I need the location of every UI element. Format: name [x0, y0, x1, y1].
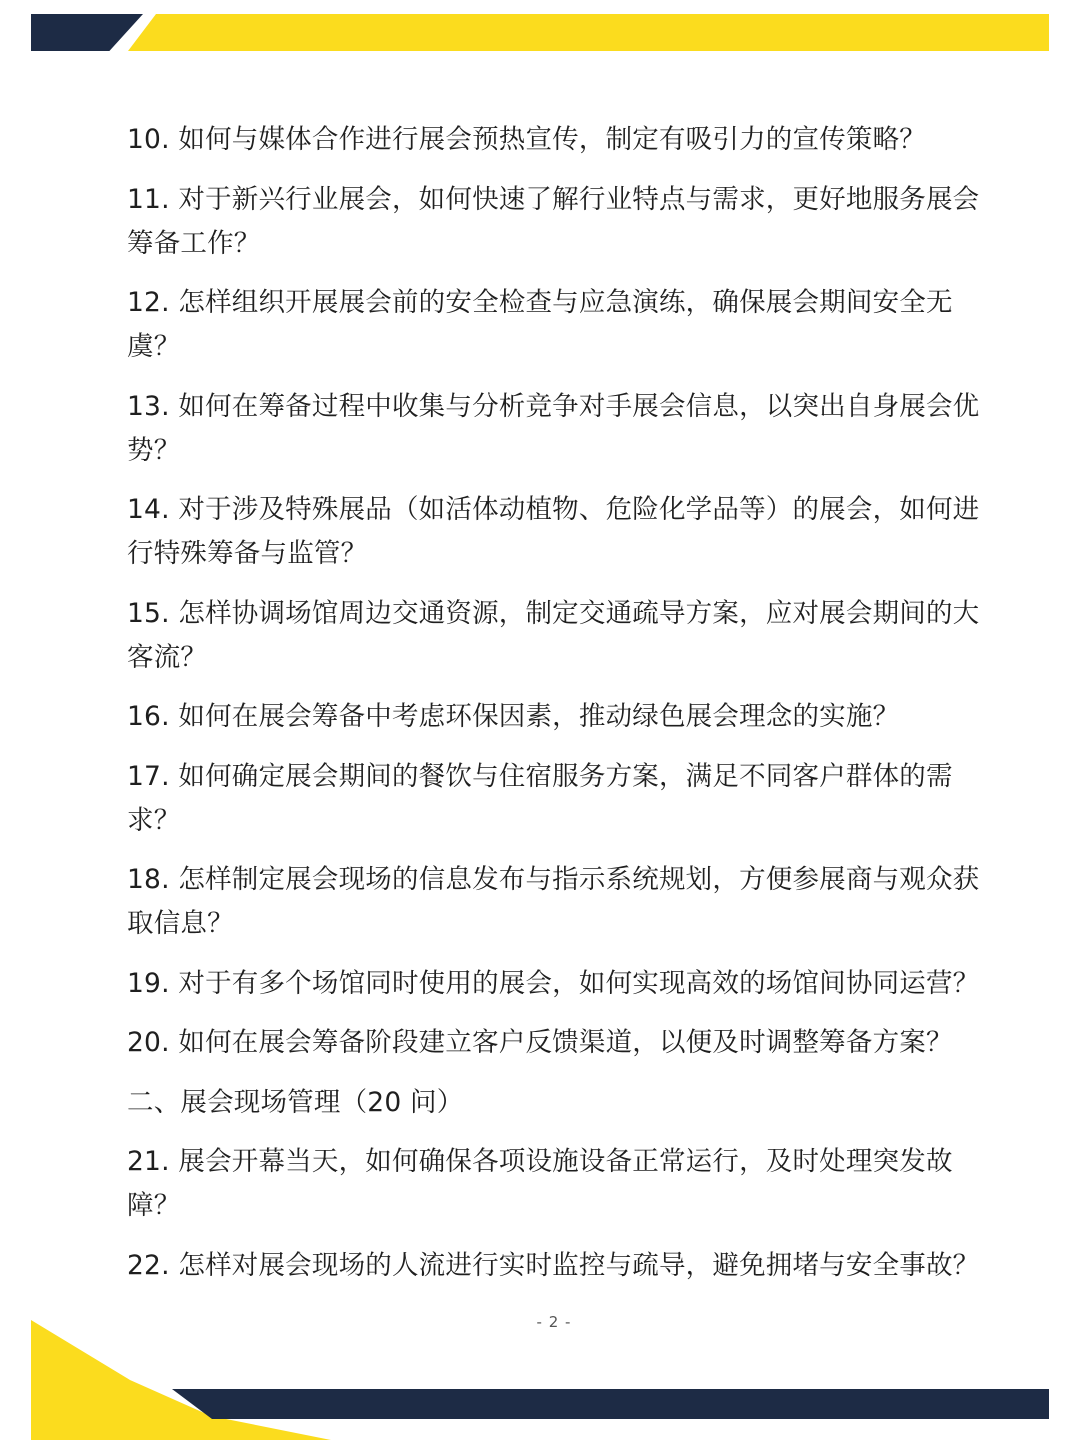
- footer-band-navy: [172, 1389, 1049, 1419]
- section-heading: 二、展会现场管理（20 问）: [127, 1086, 464, 1118]
- header-band-navy: [31, 14, 143, 51]
- question-item: 19. 对于有多个场馆同时使用的展会，如何实现高效的场馆间协同运营？: [127, 967, 980, 999]
- question-item: 15. 怎样协调场馆周边交通资源，制定交通疏导方案，应对展会期间的大客流？: [127, 597, 980, 673]
- question-item: 16. 如何在展会筹备中考虑环保因素，推动绿色展会理念的实施？: [127, 701, 900, 732]
- question-item: 18. 怎样制定展会现场的信息发布与指示系统规划，方便参展商与观众获取信息？: [127, 864, 980, 939]
- question-item: 22. 怎样对展会现场的人流进行实时监控与疏导，避免拥堵与安全事故？: [127, 1249, 980, 1281]
- page-number: - 2 -: [536, 1313, 572, 1331]
- question-item: 10. 如何与媒体合作进行展会预热宣传，制定有吸引力的宣传策略？: [127, 124, 926, 155]
- header-band-yellow: [128, 14, 1049, 51]
- question-item: 14. 对于涉及特殊展品（如活体动植物、危险化学品等）的展会，如何进行特殊筹备与监管？: [127, 494, 980, 569]
- question-list: [127, 118, 993, 1303]
- footer-wedge-yellow: [31, 1320, 331, 1440]
- question-item: 13. 如何在筹备过程中收集与分析竞争对手展会信息，以突出自身展会优势？: [127, 390, 980, 466]
- question-item: 11. 对于新兴行业展会，如何快速了解行业特点与需求，更好地服务展会筹备工作？: [127, 183, 980, 259]
- question-item: 21. 展会开幕当天，如何确保各项设施设备正常运行，及时处理突发故障？: [127, 1146, 953, 1221]
- question-item: 20. 如何在展会筹备阶段建立客户反馈渠道，以便及时调整筹备方案？: [127, 1027, 953, 1058]
- question-item: 12. 怎样组织开展展会前的安全检查与应急演练，确保展会期间安全无虞？: [127, 287, 953, 362]
- question-item: 17. 如何确定展会期间的餐饮与住宿服务方案，满足不同客户群体的需求？: [127, 760, 953, 836]
